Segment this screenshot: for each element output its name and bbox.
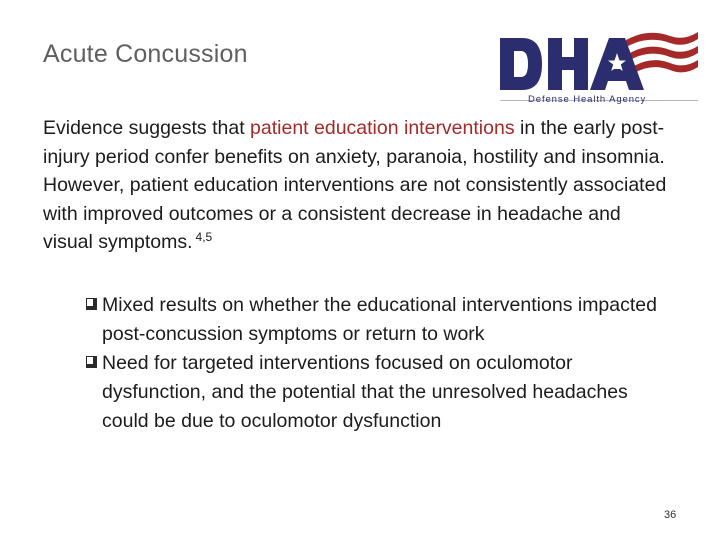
checkbox-bullet-icon bbox=[86, 356, 97, 368]
bullet-list bbox=[88, 291, 668, 436]
bullet-text: Mixed results on whether the educational interventions impacted post-concussion symptoms or return to work bbox=[102, 294, 657, 345]
bullet-text: Need for targeted interventions focused on oculomotor dysfunction, and the potential that the unresolved headaches could be due to oculomotor dysfunction bbox=[102, 352, 628, 432]
list-item bbox=[88, 349, 668, 436]
list-item bbox=[88, 291, 668, 349]
dha-logo bbox=[498, 24, 698, 110]
intro-highlight: patient education interventions bbox=[250, 117, 515, 139]
checkbox-bullet-icon bbox=[86, 298, 97, 310]
intro-text-after: in the early post-injury period confer benefits on anxiety, paranoia, hostility and insomnia. However, patient education interventions are not consistently associated with improved outcomes or a consistent decrease in headache and visual symptoms. bbox=[43, 117, 667, 253]
slide-title: Acute Concussion bbox=[43, 40, 248, 68]
reference-superscript: 4,5 bbox=[195, 229, 213, 244]
page-number: 36 bbox=[664, 509, 677, 521]
intro-text-before: Evidence suggests that bbox=[43, 117, 251, 139]
intro-paragraph bbox=[43, 114, 673, 257]
logo-caption: Defense Health Agency bbox=[528, 94, 647, 105]
